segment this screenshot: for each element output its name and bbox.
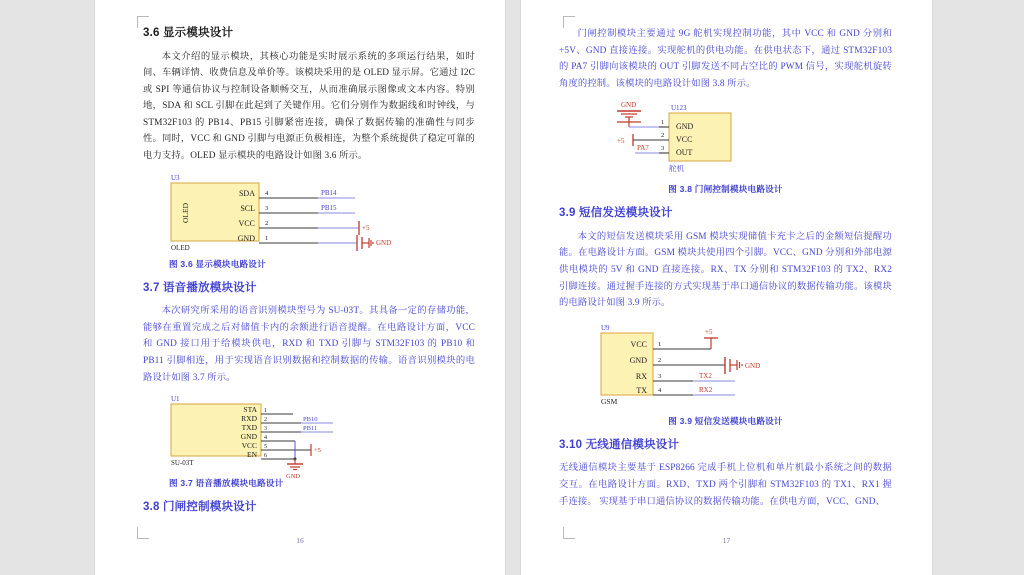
section-heading-3-6: 3.6 显示模块设计 [143, 27, 234, 39]
figure-caption-3-9: 图 3.9 短信发送模块电路设计 [668, 415, 783, 426]
document-page-17 [521, 0, 932, 575]
svg-text:GND: GND [745, 361, 761, 370]
svg-text:4: 4 [264, 435, 267, 442]
section-heading-3-8: 3.8 门闸控制模块设计 [143, 501, 257, 514]
fig39-device-name: GSM [601, 396, 618, 406]
svg-text:OUT: OUT [676, 148, 693, 158]
svg-text:TX: TX [636, 385, 647, 395]
svg-text:2: 2 [658, 356, 662, 364]
section-body-3-9: 本文的短信发送模块采用 GSM 模块实现储值卡充卡之后的金额短信提醒功能。在电路设计方面。GSM 模块共使用四个引脚。VCC、GND 分别和外部电源供电模块的 5V 和 GND 直接连接。RX、TX 分别和 STM32F103 的 TX2、RX2 引脚连接。通过握手连接的方式实现基于串口通信协议的数据传输功能。该模块的电路设计如图 3.9 所示。 [559, 231, 892, 309]
section-heading-3-9: 3.9 短信发送模块设计 [559, 207, 673, 220]
fig37-ref-U1: U1 [171, 395, 180, 404]
svg-text:SDA: SDA [238, 188, 255, 198]
svg-text:VCC: VCC [241, 441, 257, 451]
section-heading-3-10: 3.10 无线通信模块设计 [559, 438, 680, 451]
figure-3-6-schematic [143, 171, 475, 253]
fig38-ref-U123: U123 [671, 104, 687, 113]
svg-text:3: 3 [265, 204, 269, 212]
figure-3-9-schematic [559, 318, 892, 410]
svg-text:GND: GND [237, 233, 255, 243]
section-body-3-10: 无线通信模块主要基于 ESP8266 完成手机上位机和单片机最小系统之间的数据交互。在电路设计方面。RXD、TXD 两个引脚和 STM32F103 的 TX1、RX1 握手连接。 实现基于串口通信协议的数据传输功能。在供电方面，VCC、GND、 [559, 463, 892, 507]
svg-text:1: 1 [661, 119, 665, 127]
svg-text:PB10: PB10 [303, 416, 318, 424]
svg-text:GND: GND [629, 355, 647, 365]
svg-text:6: 6 [264, 453, 267, 460]
fig39-ref-U9: U9 [601, 323, 610, 332]
svg-text:TX2: TX2 [699, 371, 712, 380]
fig37-device-name: SU-03T [171, 459, 194, 468]
figure-3-7-schematic [143, 392, 475, 481]
svg-text:+5: +5 [314, 447, 321, 455]
svg-text:4: 4 [658, 386, 662, 394]
svg-text:3: 3 [661, 145, 665, 153]
fig36-ref-U3: U3 [171, 173, 180, 182]
svg-text:PB14: PB14 [321, 188, 337, 197]
page-number-17: 17 [722, 536, 731, 545]
svg-text:1: 1 [264, 408, 267, 415]
svg-text:RX2: RX2 [699, 385, 713, 394]
svg-text:GND: GND [240, 432, 257, 442]
svg-text:+5: +5 [362, 223, 370, 232]
fig36-body-label: OLED [181, 202, 190, 223]
svg-text:1: 1 [265, 234, 269, 242]
svg-text:RXD: RXD [241, 414, 257, 424]
svg-text:2: 2 [265, 219, 269, 227]
svg-text:EN: EN [247, 450, 257, 460]
svg-text:SCL: SCL [240, 203, 255, 213]
section-body-3-6: 本文介绍的显示模块，其核心功能是实时展示系统的多项运行结果，如时间、车辆详情、收费信息及单价等。该模块采用的是 OLED 显示屏。它通过 I2C 或 SPI 等通信协议与控制设备顺畅交互，从而准确展示图像或文本内容。特别地，SDA 和 SCL 引脚在此起到了关键作用。它们分别作为数据线和时钟线，与 STM32F103 的 PB14、PB15 引脚紧密连接，确保了数据传输的准确性与同步性。同时，VCC 和 GND 引脚与电源正负极相连，为整个系统提供了稳定可靠的电力支持。OLED 显示模块的电路设计如图 3.6 所示。 [143, 51, 475, 162]
svg-text:GND: GND [286, 473, 301, 481]
fig36-device-name: OLED [171, 243, 190, 252]
crop-mark-top-left-right-page [563, 16, 575, 28]
svg-text:VCC: VCC [238, 218, 255, 228]
svg-text:PA7: PA7 [637, 144, 649, 153]
svg-text:3: 3 [658, 372, 662, 380]
figure-3-8-schematic [559, 98, 892, 178]
svg-text:TXD: TXD [241, 423, 257, 433]
svg-text:+5: +5 [617, 137, 625, 146]
svg-text:3: 3 [264, 426, 267, 433]
svg-text:STA: STA [243, 405, 257, 415]
crop-mark-top-left [137, 16, 149, 28]
document-page-16 [95, 0, 505, 575]
svg-text:1: 1 [658, 340, 662, 348]
svg-text:PB15: PB15 [321, 203, 337, 212]
svg-text:VCC: VCC [630, 339, 647, 349]
fig38-gnd-label: GND [621, 101, 637, 110]
figure-caption-3-6: 图 3.6 显示模块电路设计 [169, 258, 266, 269]
fig38-device-name: 舵机 [669, 164, 684, 174]
svg-text:VCC: VCC [676, 135, 693, 145]
svg-text:+5: +5 [705, 327, 713, 336]
svg-text:GND: GND [676, 122, 694, 132]
svg-text:5: 5 [264, 444, 267, 451]
page-number-16: 16 [296, 536, 304, 545]
svg-text:GND: GND [376, 238, 392, 247]
svg-text:PB11: PB11 [303, 425, 318, 433]
section-body-3-7: 本次研究所采用的语音识别模块型号为 SU-03T。其具备一定的存储功能，能够在重置完成之后对储值卡内的余额进行语音提醒。在电路设计方面，VCC 和 GND 接口用于给模块供电，RXD 和 TXD 引脚与 STM32F103 的 PB10 和 PB11 引脚相连，用于实现语音识别数据和控制数据的传输。语音识别模块的电路设计如图 3.7 所示。 [143, 306, 475, 383]
section-body-3-8-continued: 门闸控制模块主要通过 9G 舵机实现控制功能，其中 VCC 和 GND 分别和+5V、GND 直接连接。实现舵机的供电功能。在供电状态下，通过 STM32F103 的 PA7 引脚向该模块的 OUT 引脚发送不同占空比的 PWM 信号，实现舵机旋转角度的控制。该模块的电路设计如图 3.8 所示。 [559, 29, 892, 89]
figure-caption-3-7: 图 3.7 语音播放模块电路设计 [169, 478, 284, 489]
svg-text:RX: RX [635, 371, 647, 381]
svg-text:2: 2 [661, 132, 665, 140]
svg-text:4: 4 [265, 189, 269, 197]
svg-text:2: 2 [264, 417, 267, 424]
figure-caption-3-8: 图 3.8 门闸控制模块电路设计 [668, 184, 783, 195]
section-heading-3-7: 3.7 语音播放模块设计 [143, 281, 257, 294]
